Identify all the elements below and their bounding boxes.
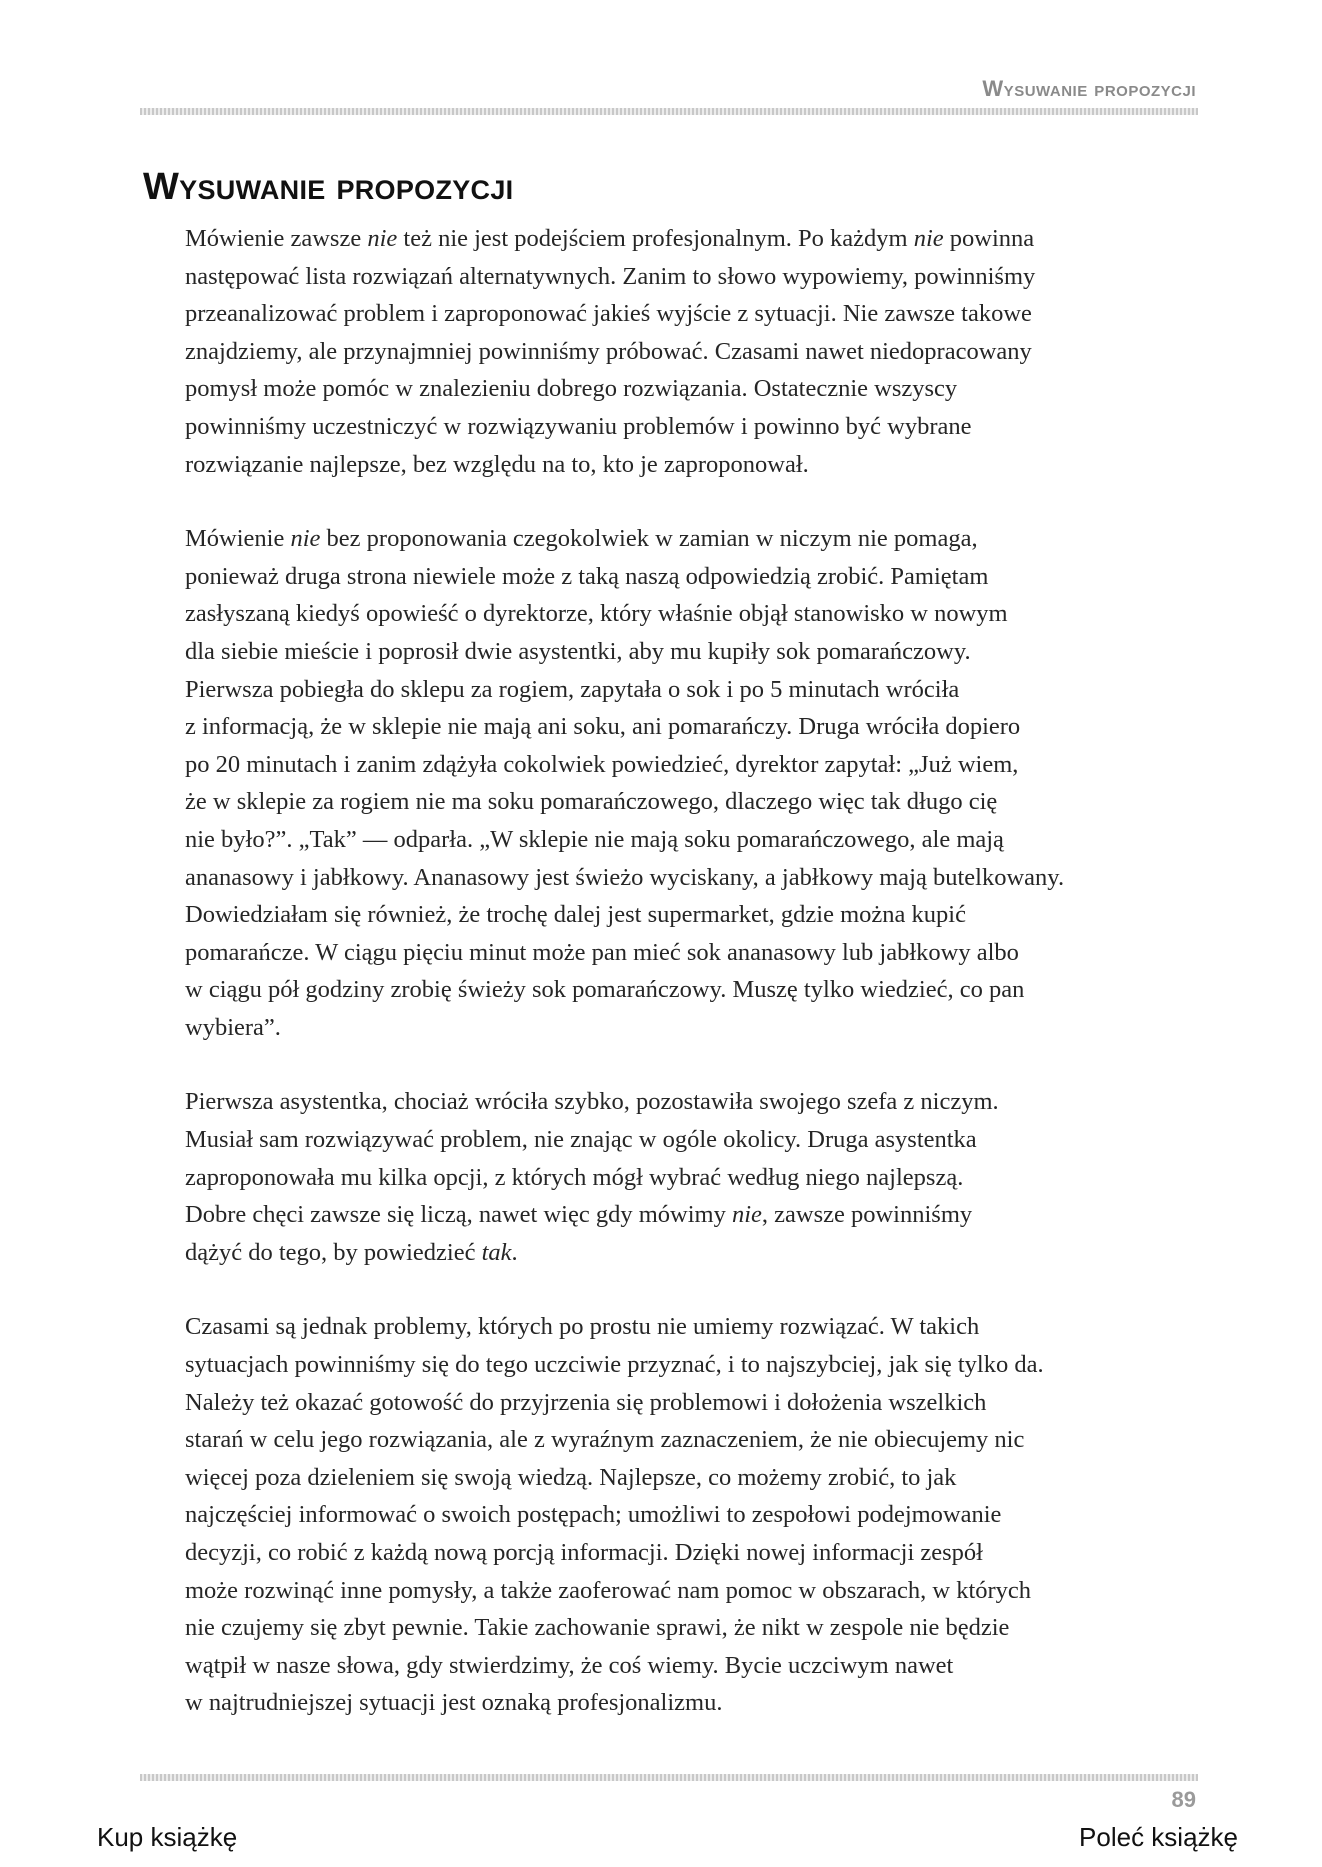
text-line (185, 971, 1185, 1009)
text-line (185, 1083, 1185, 1121)
text-line (185, 633, 1185, 671)
header-rule (140, 108, 1198, 115)
text-line (185, 1647, 1185, 1685)
text-run: Dobre chęci zawsze się liczą, nawet więc gdy mówimy (185, 1201, 732, 1229)
text-line (185, 408, 1185, 446)
text-run: pomarańcze. W ciągu pięciu minut może pan mieć sok ananasowy lub jabłkowy albo (185, 938, 1019, 966)
text-run: też nie jest podejściem profesjonalnym. Po każdym (397, 225, 914, 252)
text-line (185, 520, 1185, 558)
text-run: dla siebie mieście i poprosił dwie asystentki, aby mu kupiły sok pomarańczowy. (185, 637, 971, 665)
text-run: bez proponowania czegokolwiek w zamian w niczym nie pomaga, (320, 525, 978, 553)
text-line (185, 1121, 1185, 1159)
emphasis-text: nie (290, 525, 321, 553)
text-line (185, 1421, 1185, 1459)
text-line (185, 1308, 1185, 1346)
text-line (185, 1196, 1185, 1234)
text-line (185, 595, 1185, 633)
buy-book-link[interactable]: Kup książkę (97, 1822, 238, 1852)
text-run: ananasowy i jabłkowy. Ananasowy jest świeżo wyciskany, a jabłkowy mają butelkowany. (185, 863, 1065, 891)
text-run: Pierwsza pobiegła do sklepu za rogiem, zapytała o sok i po 5 minutach wróciła (185, 675, 960, 703)
text-run: starań w celu jego rozwiązania, ale z wyraźnym zaznaczeniem, że nie obiecujemy nic (185, 1426, 1025, 1454)
page-number: 89 (1171, 1787, 1196, 1812)
text-run: Należy też okazać gotowość do przyjrzenia się problemowi i dołożenia wszelkich (185, 1388, 987, 1416)
text-line (185, 1459, 1185, 1497)
text-run: nie czujemy się zbyt pewnie. Takie zachowanie sprawi, że nikt w zespole nie będzie (185, 1614, 1010, 1642)
text-run: Musiał sam rozwiązywać problem, nie znając w ogóle okolicy. Druga asystentka (185, 1126, 977, 1154)
emphasis-text: tak (481, 1238, 512, 1266)
text-run: zasłyszaną kiedyś opowieść o dyrektorze, który właśnie objął stanowisko w nowym (185, 600, 1008, 628)
text-line (185, 671, 1185, 709)
text-run: Mówienie zawsze (185, 225, 368, 252)
text-line (185, 558, 1185, 596)
text-run: rozwiązanie najlepsze, bez względu na to, kto je zaproponował. (185, 450, 809, 478)
text-run: wybiera”. (185, 1013, 281, 1041)
text-run: pomysł może pomóc w znalezieniu dobrego rozwiązania. Ostatecznie wszyscy (185, 375, 958, 403)
text-run: dążyć do tego, by powiedzieć (185, 1238, 482, 1266)
text-line (185, 934, 1185, 972)
text-line (185, 783, 1185, 821)
emphasis-text: nie (913, 225, 944, 252)
text-line (185, 1384, 1185, 1422)
recommend-book-link[interactable]: Poleć książkę (1079, 1822, 1238, 1852)
text-line (185, 859, 1185, 897)
text-run: nie było?”. „Tak” — odparła. „W sklepie nie mają soku pomarańczowego, ale mają (185, 825, 1004, 853)
text-line (185, 1684, 1185, 1722)
section-heading: Wysuwanie propozycji (143, 166, 514, 208)
text-line (185, 220, 1185, 258)
paragraph (185, 220, 1185, 483)
text-run: . (511, 1238, 518, 1266)
paragraph (185, 1083, 1185, 1271)
text-line (185, 1234, 1185, 1272)
text-line (185, 295, 1185, 333)
text-run: może rozwinąć inne pomysły, a także zaoferować nam pomoc w obszarach, w których (185, 1576, 1032, 1604)
text-run: przeanalizować problem i zaproponować jakieś wyjście z sytuacji. Nie zawsze takowe (185, 300, 1032, 328)
text-run: że w sklepie za rogiem nie ma soku pomarańczowego, dlaczego więc tak długo cię (185, 788, 998, 816)
text-run: , zawsze powinniśmy (761, 1201, 973, 1229)
text-run: zaproponowała mu kilka opcji, z których mógł wybrać według niego najlepszą. (185, 1163, 964, 1191)
text-line (185, 1534, 1185, 1572)
text-run: znajdziemy, ale przynajmniej powinniśmy próbować. Czasami nawet niedopracowany (185, 337, 1032, 365)
text-run: powinna (943, 225, 1035, 252)
text-run: Czasami są jednak problemy, których po prostu nie umiemy rozwiązać. W takich (185, 1313, 980, 1341)
text-run: powinniśmy uczestniczyć w rozwiązywaniu problemów i powinno być wybrane (185, 412, 972, 440)
footer-rule (140, 1774, 1198, 1781)
text-line (185, 1009, 1185, 1047)
text-run: Pierwsza asystentka, chociaż wróciła szybko, pozostawiła swojego szefa z niczym. (185, 1088, 999, 1116)
text-line (185, 1572, 1185, 1610)
text-run: w ciągu pół godziny zrobię świeży sok pomarańczowy. Muszę tylko wiedzieć, co pan (185, 976, 1025, 1004)
body-text (185, 220, 1185, 1722)
paragraph (185, 1308, 1185, 1722)
text-line (185, 1609, 1185, 1647)
emphasis-text: nie (731, 1201, 762, 1229)
text-line (185, 746, 1185, 784)
text-run: ponieważ druga strona niewiele może z taką naszą odpowiedzią zrobić. Pamiętam (185, 562, 989, 590)
text-line (185, 1496, 1185, 1534)
text-run: sytuacjach powinniśmy się do tego uczciwie przyznać, i to najszybciej, jak się tylko da. (185, 1351, 1044, 1379)
text-run: więcej poza dzieleniem się swoją wiedzą. Najlepsze, co możemy zrobić, to jak (185, 1463, 957, 1491)
text-line (185, 333, 1185, 371)
emphasis-text: nie (367, 225, 398, 252)
text-line (185, 896, 1185, 934)
text-line (185, 821, 1185, 859)
text-run: Dowiedziałam się również, że trochę dalej jest supermarket, gdzie można kupić (185, 901, 966, 929)
text-run: z informacją, że w sklepie nie mają ani soku, ani pomarańczy. Druga wróciła dopiero (185, 713, 1021, 741)
text-run: po 20 minutach i zanim zdążyła cokolwiek powiedzieć, dyrektor zapytał: „Już wiem, (185, 750, 1019, 778)
text-run: najczęściej informować o swoich postępach; umożliwi to zespołowi podejmowanie (185, 1501, 1002, 1529)
text-line (185, 446, 1185, 484)
text-line (185, 1159, 1185, 1197)
running-head: Wysuwanie propozycji (982, 76, 1196, 101)
text-run: Mówienie (185, 525, 291, 553)
text-line (185, 1346, 1185, 1384)
paragraph (185, 520, 1185, 1046)
text-run: wątpił w nasze słowa, gdy stwierdzimy, że coś wiemy. Bycie uczciwym nawet (185, 1651, 954, 1679)
text-line (185, 258, 1185, 296)
text-run: decyzji, co robić z każdą nową porcją informacji. Dzięki nowej informacji zespół (185, 1539, 983, 1566)
text-line (185, 370, 1185, 408)
text-line (185, 708, 1185, 746)
text-run: w najtrudniejszej sytuacji jest oznaką profesjonalizmu. (185, 1689, 723, 1717)
text-run: następować lista rozwiązań alternatywnych. Zanim to słowo wypowiemy, powinniśmy (185, 262, 1036, 290)
